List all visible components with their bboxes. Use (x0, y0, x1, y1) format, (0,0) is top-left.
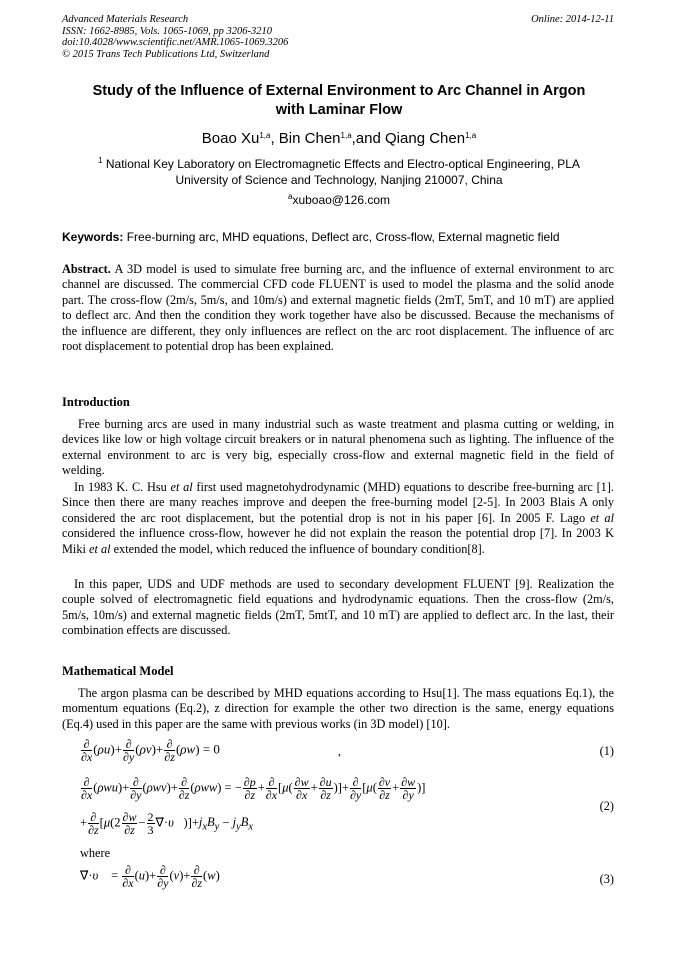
equation-3-number: (3) (599, 872, 614, 886)
intro-p2-part-a: In 1983 K. C. Hsu (74, 480, 171, 494)
affiliation-marker: 1 (98, 156, 103, 165)
model-heading: Mathematical Model (62, 664, 174, 678)
journal-name: Advanced Materials Research (62, 14, 189, 25)
intro-paragraph-1: Free burning arcs are used in many industrial such as waste treatment and plasma cutting or welding, in devices like low or high voltage circuit breakers or in natural phenomena such as lighting. The influence of the external environment to arc is very big, especially cross-flow and external magnetic field in the field of welding. (62, 417, 614, 478)
intro-paragraph-2 (62, 480, 614, 557)
where-label: where (80, 846, 111, 860)
intro-p2-etal-2: et al (590, 510, 614, 525)
title-line-1: Study of the Influence of External Environment to Arc Channel in Argon (92, 83, 586, 99)
copyright-line: © 2015 Trans Tech Publications Ltd, Switzerland (62, 48, 270, 60)
author-sep-2: ,and (351, 130, 386, 147)
email-marker: a (287, 192, 293, 201)
title-line-2: with Laminar Flow (275, 102, 403, 118)
intro-p2-etal-1: et al (170, 480, 193, 494)
doi-line: doi:10.4028/www.scientific.net/AMR.1065-1069.3206 (62, 37, 289, 48)
author-list (60, 130, 618, 147)
affiliation (60, 156, 618, 188)
introduction-heading: Introduction (62, 395, 130, 409)
abstract (62, 262, 614, 354)
author-email[interactable] (60, 193, 618, 207)
author-3: Qiang Chen (385, 130, 466, 147)
abstract-label: Abstract. (62, 262, 111, 276)
equation-2-line-1: $\frac{\partial}{\partial x}$ (ρwu)+ $\frac{\partial}{\partial y}$ (ρwv)+ $\frac{\partial}{\partial z}$ (ρww) = − $\frac{\partial p}{\partial z}$ + $\frac{\partial}{\partial x}$ [μ( $\frac{\partial w}{\partial x}$ + $\frac{\partial u}{\partial z}$ )]+ $\frac{\partial}{\partial y}$ [μ( $\frac{\partial v}{\partial z}$ + $\frac{\partial w}{\partial y}$ )] (81, 775, 426, 802)
issn-line: ISSN: 1662-8985, Vols. 1065-1069, pp 3206-3210 (62, 25, 272, 37)
keywords-label: Keywords: (62, 230, 124, 244)
keywords-text: Free-burning arc, MHD equations, Deflect arc, Cross-flow, External magnetic field (123, 230, 560, 244)
journal-meta (62, 14, 288, 60)
keywords (62, 230, 618, 244)
author-1-affil: 1,a (259, 131, 271, 140)
equation-1: $\frac{\partial}{\partial x}$ (ρu)+ $\frac{\partial}{\partial y}$ (ρv)+ $\frac{\partial}{\partial z}$ (ρw) = 0 (81, 737, 220, 764)
equation-3: ∇⃗·υ⃗ = $\frac{\partial}{\partial x}$ (u)+ $\frac{\partial}{\partial y}$ (v)+ $\frac{\partial}{\partial z}$ (w) (80, 863, 220, 890)
author-2-affil: 1,a (340, 131, 352, 140)
email-address[interactable]: xuboao@126.com (292, 193, 391, 207)
online-date: Online: 2014-12-11 (531, 14, 614, 25)
intro-p2-part-c: considered the influence cross-flow, however he did not explain the reason the potential drop [7]. In 2003 K Miki (62, 526, 614, 556)
intro-p2-part-b: first used magnetohydrodynamic (MHD) equations to describe free-burning arc [1]. Since then there are many reaches improve and deepen the free-burning model [2-5]. In 2003 Blais A only considered the arc root displacement, but the potential drop is not in his paper [6]. In 2005 F. Lago (62, 480, 614, 525)
equation-1-number: (1) (599, 744, 614, 758)
equation-2-number: (2) (599, 799, 614, 813)
equation-2-line-2: + $\frac{\partial}{\partial z}$ [μ(2 $\frac{\partial w}{\partial z}$ − $\frac{2}{3}$ $\nabla⃗\cdot\upsilon⃗)]+j_xB_y - j_yB_x$ (80, 810, 253, 837)
author-1: Boao Xu (201, 130, 260, 147)
intro-p2-part-d: extended the model, which reduced the influence of boundary condition[8]. (110, 541, 485, 556)
author-sep-1: , (270, 130, 279, 147)
author-3-affil: 1,a (465, 131, 477, 140)
affiliation-line-2: University of Science and Technology, Nanjing 210007, China (175, 173, 503, 187)
abstract-text: A 3D model is used to simulate free burning arc, and the influence of external environment to arc channel are discussed. The commercial CFD code FLUENT is used to model the plasma and the solid anode part. The cross-flow (2m/s, 5m/s, and 10m/s) and external magnetic fields (2mT, 5mT, and 10 mT) are applied to deflect arc. And then the condition they work together have also be discussed. Because the mechanisms of the influence are different, they only influences are reflect on the arc root displacement. The influence of arc root displacement to potential drop has been explained. (62, 262, 614, 354)
paper-title (60, 82, 618, 120)
model-paragraph-1: The argon plasma can be described by MHD equations according to Hsu[1]. The mass equations Eq.1), the momentum equations (Eq.2), z direction for example the other two direction is the same, energy equations (Eq.4) used in this paper are the same with previous works (in 3D model) [10]. (62, 686, 614, 731)
intro-p2-etal-3: et al (89, 541, 111, 556)
equation-1-comma: , (338, 744, 341, 758)
intro-paragraph-3: In this paper, UDS and UDF methods are used to secondary development FLUENT [9]. Realization the couple solved of electromagnetic field equations and hydrodynamic equations. Then the cross-flow (2m/s, 5m/s, 10m/s) and external magnetic fields (2mT, 5mtT, and 10 mT) are applied to deflect arc. In the last, their combination effects are discussed. (62, 577, 614, 638)
author-2: Bin Chen (278, 130, 341, 147)
affiliation-line-1: National Key Laboratory on Electromagnetic Effects and Electro-optical Engineering, PLA (102, 157, 580, 171)
